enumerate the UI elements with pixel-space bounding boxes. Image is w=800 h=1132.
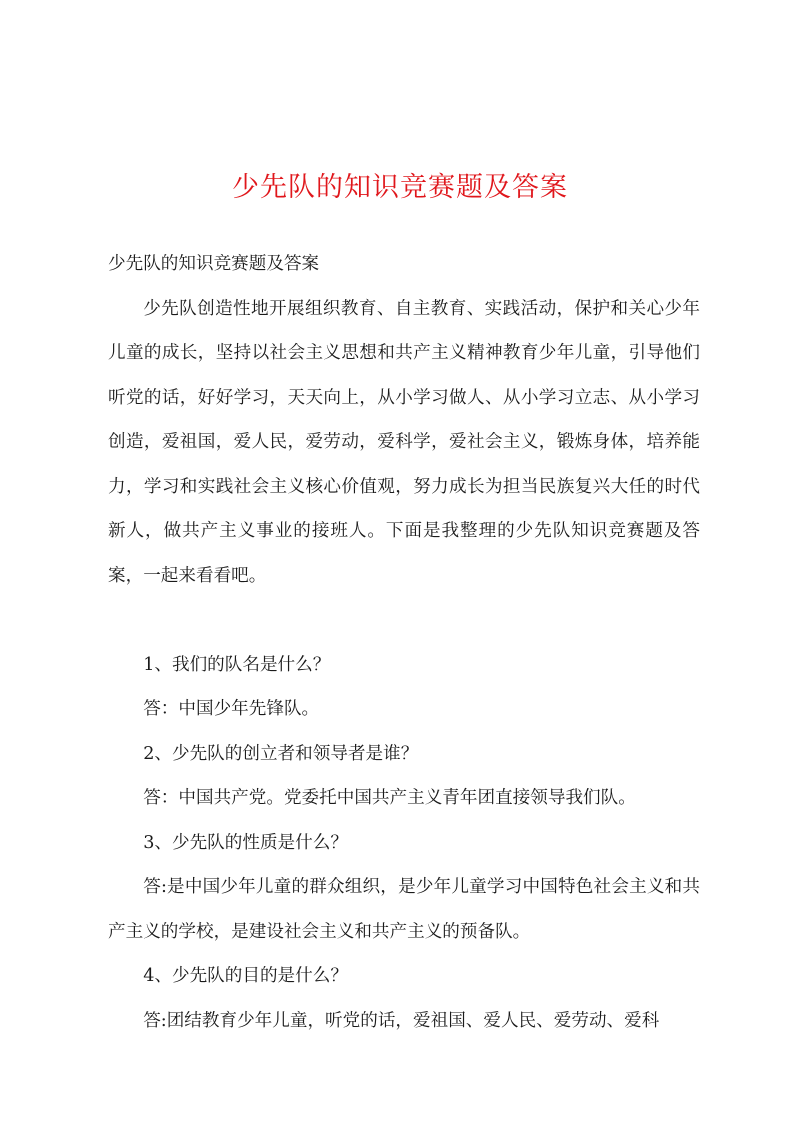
question-1: 1、我们的队名是什么？ [143, 654, 331, 675]
document-body [108, 242, 700, 1043]
answer-2: 答：中国共产党。党委托中国共产主义青年团直接领导我们队。 [143, 788, 636, 808]
question-4: 4、少先队的目的是什么？ [143, 966, 348, 986]
answer-4: 答:团结教育少年儿童，听党的话，爱祖国、爱人民、爱劳动、爱科 [143, 1010, 660, 1031]
document-subtitle: 少先队的知识竞赛题及答案 [108, 254, 320, 274]
answer-3: 答:是中国少年儿童的群众组织，是少年儿童学习中国特色社会主义和共产主义的学校，是建设社会主义和共产主义的预备队。 [108, 877, 700, 942]
question-3: 3、少先队的性质是什么？ [143, 832, 348, 853]
paragraph-gap [108, 598, 700, 643]
document-title: 少先队的知识竞赛题及答案 [232, 172, 568, 203]
question-2: 2、少先队的创立者和领导者是谁？ [143, 743, 419, 764]
intro-paragraph: 少先队创造性地开展组织教育、自主教育、实践活动，保护和关心少年儿童的成长，坚持以社会主义思想和共产主义精神教育少年儿童，引导他们听党的话，好好学习，天天向上，从小学习做人、从小学习立志、从小学习创造，爱祖国，爱人民，爱劳动，爱科学，爱社会主义，锻炼身体，培养能力，学习和实践社会主义核心价值观，努力成长为担当民族复兴大任的时代新人，做共产主义事业的接班人。下面是我整理的少先队知识竞赛题及答案，一起来看看吧。 [108, 298, 700, 586]
answer-1: 答：中国少年先锋队。 [143, 699, 320, 719]
